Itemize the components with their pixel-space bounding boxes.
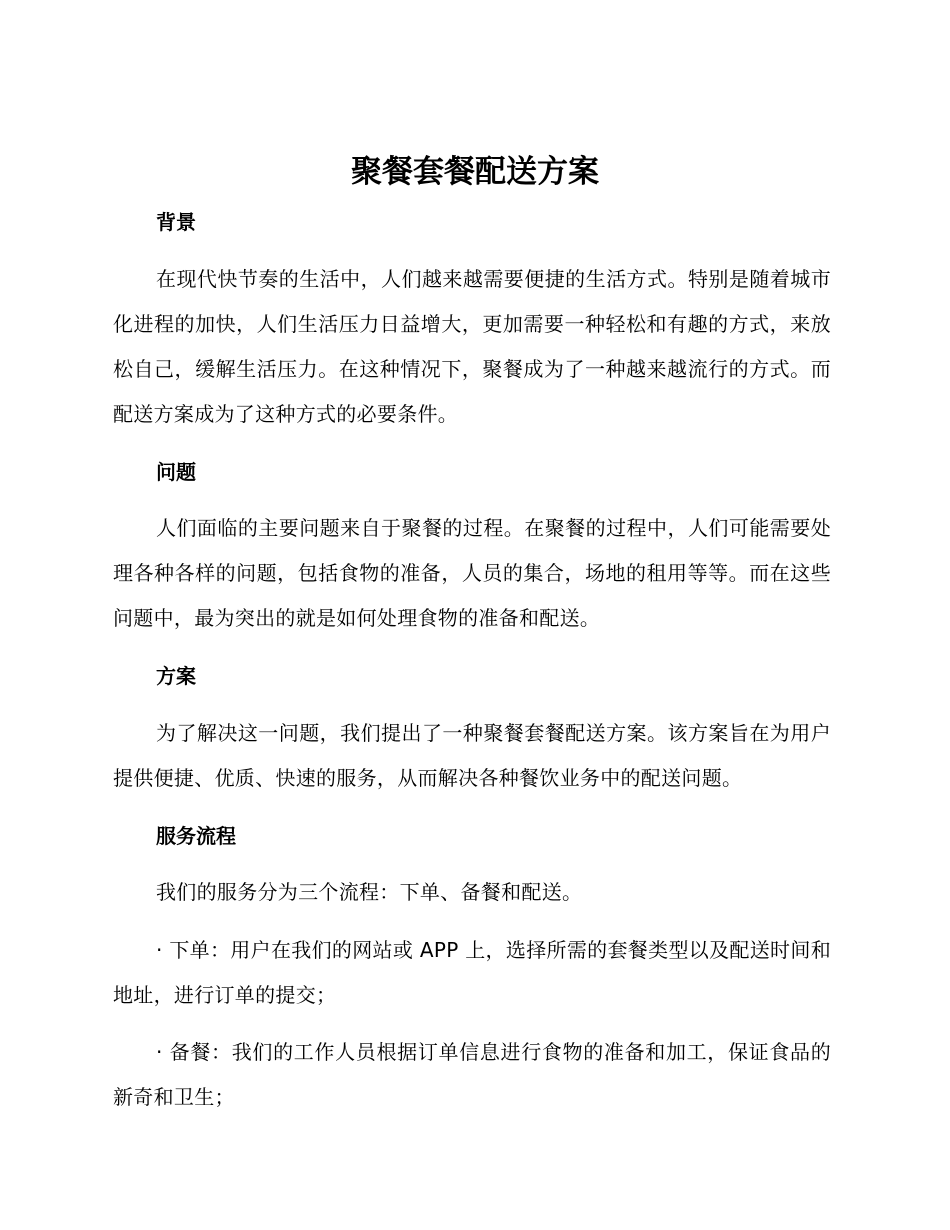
list-item-order: · 下单：用户在我们的网站或 APP 上，选择所需的套餐类型以及配送时间和地址，进行订单的提交； <box>113 938 831 1007</box>
solution-paragraph: 为了解决这一问题，我们提出了一种聚餐套餐配送方案。该方案旨在为用户提供便捷、优质、快速的服务，从而解决各种餐饮业务中的配送问题。 <box>113 721 831 790</box>
problem-paragraph: 人们面临的主要问题来自于聚餐的过程。在聚餐的过程中，人们可能需要处理各种各样的问题，包括食物的准备，人员的集合，场地的租用等等。而在这些问题中，最为突出的就是如何处理食物的准备和配送。 <box>113 516 831 630</box>
section-heading-background: 背景 <box>156 210 196 234</box>
list-item-prepare: · 备餐：我们的工作人员根据订单信息进行食物的准备和加工，保证食品的新奇和卫生； <box>113 1040 831 1109</box>
service-process-intro: 我们的服务分为三个流程：下单、备餐和配送。 <box>156 880 583 904</box>
section-heading-service-process: 服务流程 <box>156 824 236 848</box>
document-title: 聚餐套餐配送方案 <box>351 154 599 190</box>
section-heading-problem: 问题 <box>156 460 196 484</box>
section-heading-solution: 方案 <box>156 664 196 688</box>
background-paragraph: 在现代快节奏的生活中，人们越来越需要便捷的生活方式。特别是随着城市化进程的加快，人们生活压力日益增大，更加需要一种轻松和有趣的方式，来放松自己，缓解生活压力。在这种情况下，聚餐成为了一种越来越流行的方式。而配送方案成为了这种方式的必要条件。 <box>113 267 831 426</box>
